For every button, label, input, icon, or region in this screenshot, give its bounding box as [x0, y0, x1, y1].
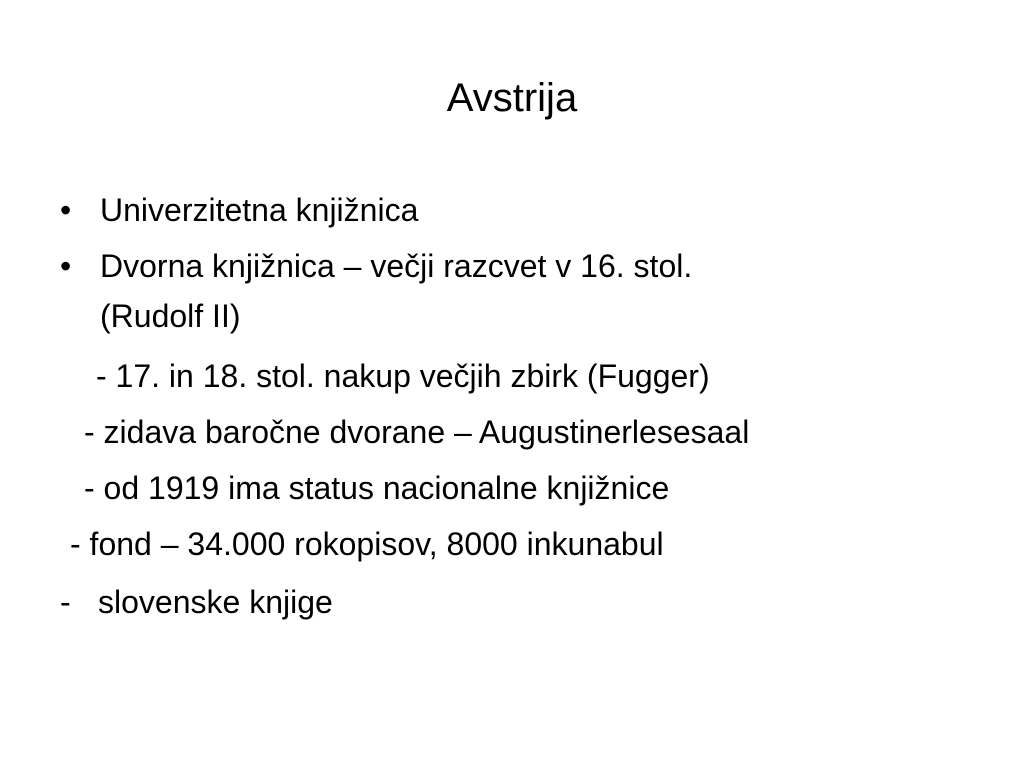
- sub-line: - 17. in 18. stol. nakup večjih zbirk (Fugger): [96, 358, 710, 394]
- bullet-text: Univerzitetna knjižnica: [100, 192, 419, 228]
- sub-line: - fond – 34.000 rokopisov, 8000 inkunabul: [70, 526, 664, 562]
- sub-line: - zidava baročne dvorane – Augustinerlesesaal: [84, 414, 750, 450]
- sub-line: - od 1919 ima status nacionalne knjižnice: [84, 470, 670, 506]
- bullet-marker: •: [60, 192, 72, 228]
- list-item-text: slovenske knjige: [98, 584, 333, 620]
- slide-title: Avstrija: [446, 76, 578, 120]
- bullet-text: Dvorna knjižnica – večji razcvet v 16. stol.: [100, 248, 693, 284]
- bullet-marker: •: [60, 248, 72, 284]
- bullet-text-continuation: (Rudolf II): [100, 298, 241, 334]
- dash-marker: -: [60, 584, 71, 620]
